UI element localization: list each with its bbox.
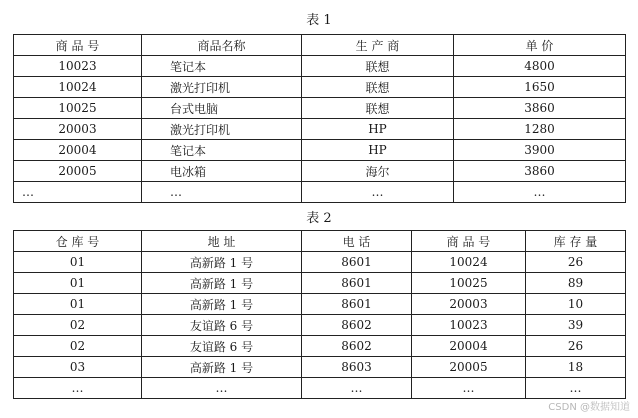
cell-unit-price: 1650 [454, 77, 626, 98]
cell-product-id: 20004 [412, 336, 526, 357]
cell-manufacturer: 联想 [302, 98, 454, 119]
header-product-name: 商品名称 [142, 35, 302, 56]
cell-phone: 8602 [302, 315, 412, 336]
cell-product-id: 10025 [412, 273, 526, 294]
table-row [14, 161, 626, 182]
table-row [14, 77, 626, 98]
table-row [14, 182, 626, 203]
cell-manufacturer: HP [302, 119, 454, 140]
cell-manufacturer: 联想 [302, 77, 454, 98]
cell-unit-price: 3900 [454, 140, 626, 161]
cell-phone: 8601 [302, 252, 412, 273]
cell-ellipsis: … [302, 378, 412, 399]
cell-ellipsis: … [14, 182, 142, 203]
cell-product-id: 10025 [14, 98, 142, 119]
cell-warehouse-id: 02 [14, 336, 142, 357]
cell-product-name: 台式电脑 [142, 98, 302, 119]
cell-product-name: 电冰箱 [142, 161, 302, 182]
cell-product-id: 10023 [14, 56, 142, 77]
table-row [14, 119, 626, 140]
cell-product-id: 20005 [412, 357, 526, 378]
table-row [14, 336, 626, 357]
cell-product-id: 20004 [14, 140, 142, 161]
header-unit-price: 单 价 [454, 35, 626, 56]
cell-stock: 18 [526, 357, 626, 378]
cell-product-name: 激光打印机 [142, 77, 302, 98]
header-warehouse-id: 仓 库 号 [14, 231, 142, 252]
cell-stock: 26 [526, 252, 626, 273]
cell-stock: 26 [526, 336, 626, 357]
cell-ellipsis: … [412, 378, 526, 399]
cell-product-name: 笔记本 [142, 140, 302, 161]
table-row [14, 273, 626, 294]
cell-address: 高新路 1 号 [142, 357, 302, 378]
cell-address: 友谊路 6 号 [142, 315, 302, 336]
table-row [14, 56, 626, 77]
header-stock: 库 存 量 [526, 231, 626, 252]
cell-ellipsis: … [142, 378, 302, 399]
cell-ellipsis: … [526, 378, 626, 399]
header-manufacturer: 生 产 商 [302, 35, 454, 56]
watermark-text: CSDN @数据知道 [548, 402, 630, 413]
cell-manufacturer: 联想 [302, 56, 454, 77]
cell-address: 高新路 1 号 [142, 273, 302, 294]
table-row [14, 378, 626, 399]
header-phone: 电 话 [302, 231, 412, 252]
table-row [14, 294, 626, 315]
cell-ellipsis: … [302, 182, 454, 203]
cell-ellipsis: … [142, 182, 302, 203]
cell-address: 高新路 1 号 [142, 294, 302, 315]
cell-unit-price: 3860 [454, 161, 626, 182]
product-table [13, 34, 626, 203]
cell-product-id: 10024 [14, 77, 142, 98]
cell-product-id: 10024 [412, 252, 526, 273]
cell-product-id: 20003 [412, 294, 526, 315]
cell-manufacturer: 海尔 [302, 161, 454, 182]
warehouse-table [13, 230, 626, 399]
cell-product-name: 激光打印机 [142, 119, 302, 140]
cell-product-id: 20005 [14, 161, 142, 182]
cell-unit-price: 4800 [454, 56, 626, 77]
table-row [14, 315, 626, 336]
cell-warehouse-id: 01 [14, 273, 142, 294]
cell-phone: 8601 [302, 273, 412, 294]
header-address: 地 址 [142, 231, 302, 252]
table2-caption: 表 2 [306, 211, 332, 226]
cell-ellipsis: … [454, 182, 626, 203]
header-product-id: 商 品 号 [412, 231, 526, 252]
cell-product-id: 10023 [412, 315, 526, 336]
table1-caption: 表 1 [306, 13, 332, 28]
table-row [14, 98, 626, 119]
cell-address: 高新路 1 号 [142, 252, 302, 273]
cell-stock: 39 [526, 315, 626, 336]
table-row [14, 357, 626, 378]
cell-phone: 8602 [302, 336, 412, 357]
cell-ellipsis: … [14, 378, 142, 399]
cell-stock: 10 [526, 294, 626, 315]
table-header-row [14, 35, 626, 56]
cell-manufacturer: HP [302, 140, 454, 161]
cell-phone: 8603 [302, 357, 412, 378]
cell-product-id: 20003 [14, 119, 142, 140]
cell-stock: 89 [526, 273, 626, 294]
table-row [14, 252, 626, 273]
table-header-row [14, 231, 626, 252]
cell-warehouse-id: 01 [14, 294, 142, 315]
cell-product-name: 笔记本 [142, 56, 302, 77]
table-row [14, 140, 626, 161]
cell-warehouse-id: 03 [14, 357, 142, 378]
cell-unit-price: 3860 [454, 98, 626, 119]
cell-unit-price: 1280 [454, 119, 626, 140]
cell-phone: 8601 [302, 294, 412, 315]
cell-warehouse-id: 02 [14, 315, 142, 336]
cell-warehouse-id: 01 [14, 252, 142, 273]
cell-address: 友谊路 6 号 [142, 336, 302, 357]
header-product-id: 商 品 号 [14, 35, 142, 56]
